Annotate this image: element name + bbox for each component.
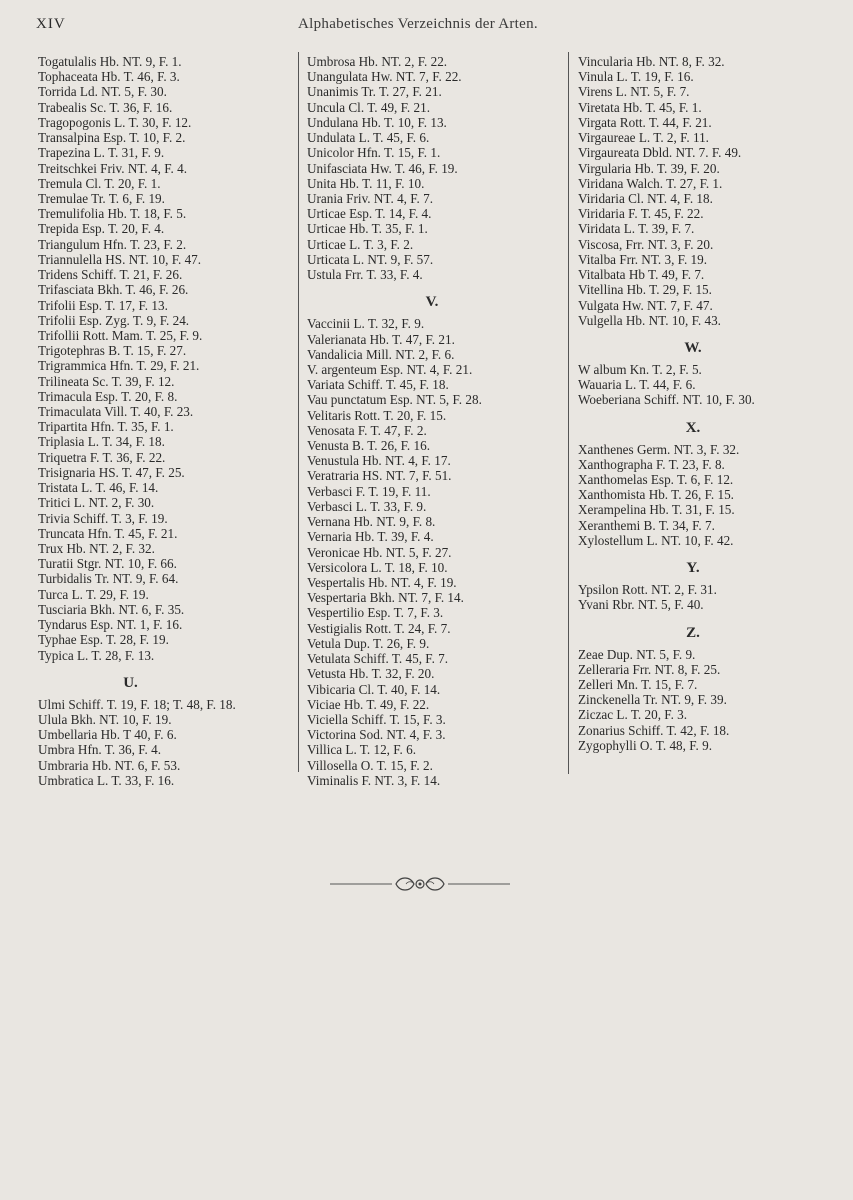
index-entry: Xanthenes Germ. NT. 3, F. 32. [578, 441, 740, 457]
index-entry: Trilineata Sc. T. 39, F. 12. [38, 373, 175, 389]
index-entry: Vetusta Hb. T. 32, F. 20. [307, 666, 435, 682]
index-entry: Wauaria L. T. 44, F. 6. [578, 377, 696, 393]
index-entry: Undulata L. T. 45, F. 6. [307, 130, 430, 146]
index-entry: Venustula Hb. NT. 4, F. 17. [307, 453, 451, 469]
index-entry: Trifolii Esp. Zyg. T. 9, F. 24. [38, 312, 190, 328]
index-entry: Trapezina L. T. 31, F. 9. [38, 145, 165, 161]
index-entry: Unanimis Tr. T. 27, F. 21. [307, 84, 442, 100]
index-entry: Tripartita Hfn. T. 35, F. 1. [38, 419, 174, 435]
index-column-2 [307, 54, 569, 788]
index-entry: Tristata L. T. 46, F. 14. [38, 480, 159, 496]
index-entry: Trimaculata Vill. T. 40, F. 23. [38, 404, 194, 420]
index-entry: Truncata Hfn. T. 45, F. 21. [38, 525, 178, 541]
index-entry: Urticata L. NT. 9, F. 57. [307, 251, 434, 267]
section-letter: X. [685, 419, 701, 436]
index-entry: W album Kn. T. 2, F. 5. [578, 361, 702, 377]
index-entry: Virgata Rott. T. 44, F. 21. [578, 114, 712, 130]
index-entry: Viciella Schiff. T. 15, F. 3. [307, 711, 446, 727]
index-entry: Zinckenella Tr. NT. 9, F. 39. [578, 692, 727, 708]
index-entry: Yvani Rbr. NT. 5, F. 40. [578, 597, 704, 613]
index-entry: Triquetra F. T. 36, F. 22. [38, 449, 166, 465]
index-entry: Triplasia L. T. 34, F. 18. [38, 434, 165, 450]
index-entry: Tophaceata Hb. T. 46, F. 3. [38, 69, 180, 85]
index-entry: Viscosa, Frr. NT. 3, F. 20. [578, 236, 714, 252]
index-entry: Vandalicia Mill. NT. 2, F. 6. [307, 346, 455, 362]
index-entry: Venusta B. T. 26, F. 16. [307, 438, 431, 454]
index-entry: Vespertaria Bkh. NT. 7, F. 14. [307, 590, 464, 606]
section-letter: Z. [686, 624, 700, 641]
index-entry: Vetula Dup. T. 26, F. 9. [307, 635, 430, 651]
index-entry: Victorina Sod. NT. 4, F. 3. [307, 727, 446, 743]
index-entry: Umbrosa Hb. NT. 2, F. 22. [307, 54, 448, 69]
index-entry: Umbellaria Hb. T 40, F. 6. [38, 727, 177, 743]
index-column-3 [578, 54, 840, 753]
index-entry: Xerampelina Hb. T. 31, F. 15. [578, 502, 735, 518]
index-entry: Turatii Stgr. NT. 10, F. 66. [38, 556, 177, 572]
index-entry: Zelleraria Frr. NT. 8, F. 25. [578, 661, 721, 677]
index-entry: Xylostellum L. NT. 10, F. 42. [578, 532, 734, 548]
index-entry: Triannulella HS. NT. 10, F. 47. [38, 251, 202, 267]
index-entry: Virgaureae L. T. 2, F. 11. [578, 130, 709, 146]
index-entry: Tragopogonis L. T. 30, F. 12. [38, 114, 192, 130]
index-entry: Veronicae Hb. NT. 5, F. 27. [307, 544, 452, 560]
index-entry: Verbasci F. T. 19, F. 11. [307, 483, 431, 499]
index-entry: Umbraria Hb. NT. 6, F. 53. [38, 757, 181, 773]
index-entry: Tremula Cl. T. 20, F. 1. [38, 175, 161, 191]
index-entry: Umbra Hfn. T. 36, F. 4. [38, 742, 161, 758]
index-entry: Villosella O. T. 15, F. 2. [307, 757, 433, 773]
index-entry: Trepida Esp. T. 20, F. 4. [38, 221, 165, 237]
index-entry: Unicolor Hfn. T. 15, F. 1. [307, 145, 441, 161]
index-entry: Vespertilio Esp. T. 7, F. 3. [307, 605, 444, 621]
section-letter: W. [684, 339, 702, 356]
index-entry: Trux Hb. NT. 2, F. 32. [38, 541, 155, 556]
index-entry: Vau punctatum Esp. NT. 5, F. 28. [307, 392, 482, 408]
index-entry: Tusciaria Bkh. NT. 6, F. 35. [38, 601, 185, 617]
index-entry: Zeae Dup. NT. 5, F. 9. [578, 646, 696, 662]
index-entry: Trifolii Esp. T. 17, F. 13. [38, 297, 168, 313]
index-entry: Viretata Hb. T. 45, F. 1. [578, 99, 702, 115]
index-entry: Villica L. T. 12, F. 6. [307, 742, 417, 758]
index-entry: Zygophylli O. T. 48, F. 9. [578, 737, 712, 753]
index-entry: Vestigialis Rott. T. 24, F. 7. [307, 620, 451, 636]
index-entry: Ustula Frr. T. 33, F. 4. [307, 267, 423, 283]
index-entry: Vernana Hb. NT. 9, F. 8. [307, 514, 436, 530]
index-entry: Tremulae Tr. T. 6, F. 19. [38, 190, 165, 206]
index-entry: Xanthomista Hb. T. 26, F. 15. [578, 487, 734, 503]
index-entry: Vaccinii L. T. 32, F. 9. [307, 316, 425, 332]
index-entry: Urticae Esp. T. 14, F. 4. [307, 206, 432, 222]
index-entry: Urania Friv. NT. 4, F. 7. [307, 190, 434, 206]
index-entry: Zonarius Schiff. T. 42, F. 18. [578, 722, 730, 738]
index-entry: Tritici L. NT. 2, F. 30. [38, 495, 155, 511]
index-entry: Ulula Bkh. NT. 10, F. 19. [38, 711, 172, 727]
index-entry: Vespertalis Hb. NT. 4, F. 19. [307, 575, 457, 590]
index-entry: Valerianata Hb. T. 47, F. 21. [307, 331, 455, 347]
section-letter: U. [123, 674, 138, 691]
index-entry: Tyndarus Esp. NT. 1, F. 16. [38, 617, 183, 633]
floral-ornament-icon [330, 872, 510, 896]
index-entry: Trabealis Sc. T. 36, F. 16. [38, 99, 173, 115]
index-column-1 [38, 54, 296, 788]
index-entry: Woeberiana Schiff. NT. 10, F. 30. [578, 392, 755, 408]
index-entry: Trivia Schiff. T. 3, F. 19. [38, 510, 168, 526]
index-entry: Xanthomelas Esp. T. 6, F. 12. [578, 472, 734, 488]
index-entry: Virens L. NT. 5, F. 7. [578, 84, 690, 100]
index-entry: Veratraria HS. NT. 7, F. 51. [307, 468, 452, 484]
index-entry: Trifollii Rott. Mam. T. 25, F. 9. [38, 327, 203, 343]
index-entry: Viridaria Cl. NT. 4, F. 18. [578, 190, 713, 206]
index-entry: Versicolora L. T. 18, F. 10. [307, 559, 448, 575]
index-entry: Vitellina Hb. T. 29, F. 15. [578, 282, 712, 298]
column-divider [298, 52, 299, 772]
index-entry: Turbidalis Tr. NT. 9, F. 64. [38, 571, 179, 587]
index-entry: Xeranthemi B. T. 34, F. 7. [578, 517, 715, 533]
index-entry: Torrida Ld. NT. 5, F. 30. [38, 84, 167, 100]
index-entry: Vitalba Frr. NT. 3, F. 19. [578, 251, 708, 267]
index-entry: Typica L. T. 28, F. 13. [38, 647, 155, 663]
index-entry: Trigrammica Hfn. T. 29, F. 21. [38, 358, 200, 374]
index-entry: Unangulata Hw. NT. 7, F. 22. [307, 69, 462, 85]
index-entry: Ziczac L. T. 20, F. 3. [578, 707, 688, 723]
index-entry: Virgularia Hb. T. 39, F. 20. [578, 160, 720, 176]
index-entry: V. argenteum Esp. NT. 4, F. 21. [307, 361, 473, 377]
index-entry: Vulgata Hw. NT. 7, F. 47. [578, 297, 713, 313]
index-entry: Togatulalis Hb. NT. 9, F. 1. [38, 54, 182, 69]
index-entry: Virgaureata Dbld. NT. 7. F. 49. [578, 145, 742, 161]
section-letter: Y. [686, 560, 700, 577]
index-entry: Ulmi Schiff. T. 19, F. 18; T. 48, F. 18. [38, 696, 236, 712]
index-entry: Viminalis F. NT. 3, F. 14. [307, 772, 441, 788]
index-entry: Velitaris Rott. T. 20, F. 15. [307, 407, 447, 423]
index-entry: Typhae Esp. T. 28, F. 19. [38, 632, 169, 648]
running-title: Alphabetisches Verzeichnis der Arten. [298, 16, 538, 32]
index-entry: Viridana Walch. T. 27, F. 1. [578, 175, 723, 191]
page-number: XIV [36, 16, 66, 32]
index-entry: Tridens Schiff. T. 21, F. 26. [38, 267, 183, 283]
index-entry: Vulgella Hb. NT. 10, F. 43. [578, 312, 721, 328]
index-entry: Zelleri Mn. T. 15, F. 7. [578, 677, 698, 692]
index-entry: Transalpina Esp. T. 10, F. 2. [38, 130, 186, 146]
index-entry: Vitalbata Hb T. 49, F. 7. [578, 267, 705, 283]
index-entry: Viciae Hb. T. 49, F. 22. [307, 696, 430, 712]
index-entry: Trisignaria HS. T. 47, F. 25. [38, 464, 185, 480]
index-entry: Unifasciata Hw. T. 46, F. 19. [307, 160, 458, 176]
index-entry: Ypsilon Rott. NT. 2, F. 31. [578, 582, 717, 598]
index-entry: Treitschkei Friv. NT. 4, F. 4. [38, 160, 188, 176]
index-entry: Vincularia Hb. NT. 8, F. 32. [578, 54, 725, 69]
index-entry: Viridaria F. T. 45, F. 22. [578, 206, 704, 222]
index-entry: Unita Hb. T. 11, F. 10. [307, 175, 425, 191]
index-entry: Trimacula Esp. T. 20, F. 8. [38, 388, 178, 404]
index-entry: Variata Schiff. T. 45, F. 18. [307, 377, 449, 393]
index-entry: Uncula Cl. T. 49, F. 21. [307, 99, 430, 115]
index-entry: Trifasciata Bkh. T. 46, F. 26. [38, 282, 189, 298]
index-entry: Umbratica L. T. 33, F. 16. [38, 772, 175, 788]
index-entry: Triangulum Hfn. T. 23, F. 2. [38, 236, 187, 252]
section-letter: V. [425, 294, 439, 311]
index-entry: Vinula L. T. 19, F. 16. [578, 69, 694, 85]
page-header [0, 16, 853, 38]
index-entry: Turca L. T. 29, F. 19. [38, 586, 149, 602]
index-entry: Vetulata Schiff. T. 45, F. 7. [307, 651, 449, 667]
index-entry: Vibicaria Cl. T. 40, F. 14. [307, 681, 441, 697]
index-entry: Xanthographa F. T. 23, F. 8. [578, 456, 725, 472]
index-entry: Vernaria Hb. T. 39, F. 4. [307, 529, 434, 545]
index-entry: Urticae L. T. 3, F. 2. [307, 236, 414, 252]
index-entry: Urticae Hb. T. 35, F. 1. [307, 221, 428, 237]
index-entry: Viridata L. T. 39, F. 7. [578, 221, 695, 237]
index-entry: Undulana Hb. T. 10, F. 13. [307, 114, 447, 130]
index-entry: Venosata F. T. 47, F. 2. [307, 422, 427, 438]
index-entry: Trigotephras B. T. 15, F. 27. [38, 343, 187, 359]
index-entry: Tremulifolia Hb. T. 18, F. 5. [38, 206, 187, 222]
index-entry: Verbasci L. T. 33, F. 9. [307, 498, 427, 514]
